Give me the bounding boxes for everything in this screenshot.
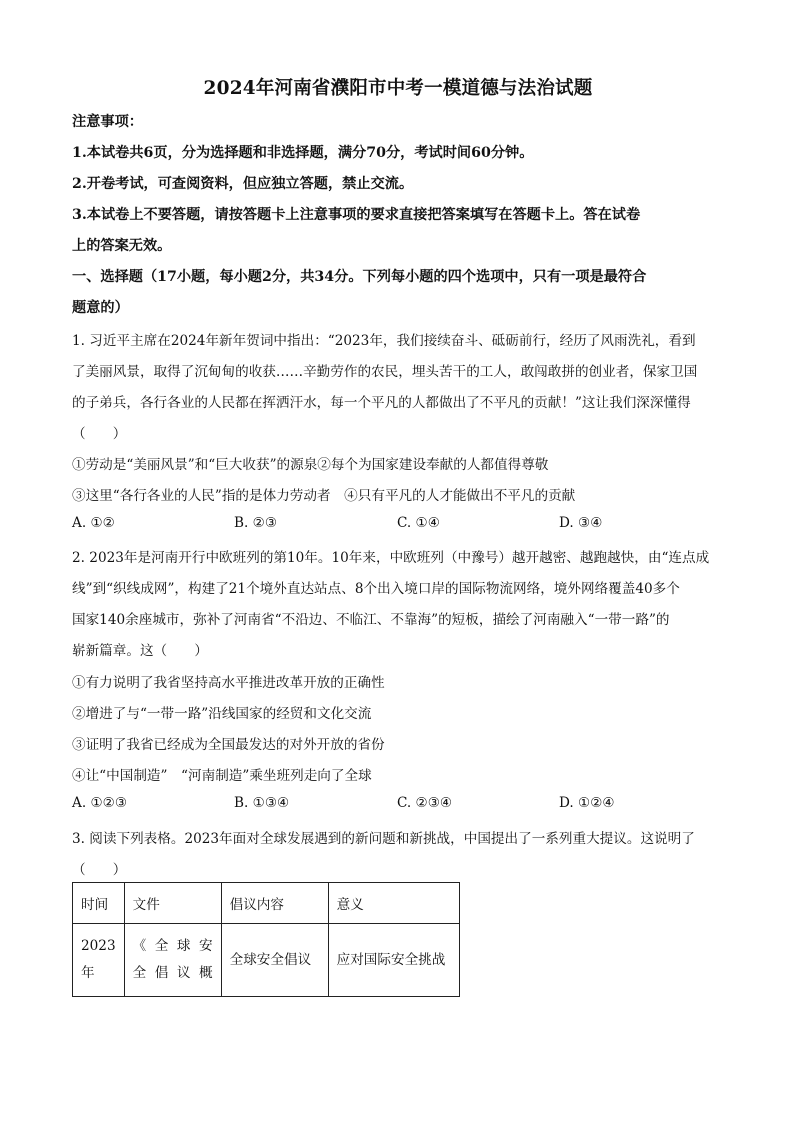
time-line-2: 年 — [81, 965, 95, 981]
section-heading: 一、选择题（17小题，每小题2分，共34分。下列每小题的四个选项中，只有一项是最符合 — [72, 269, 647, 285]
q1-option-a[interactable]: A. ①② — [72, 515, 115, 531]
q1-stem-line-3: 的子弟兵，各行各业的人民都在挥洒汗水，每一个平凡的人都做出了不平凡的贡献！”这让我们深深懂得 — [72, 395, 691, 411]
notice-item-2: 2.开卷考试，可查阅资料，但应独立答题，禁止交流。 — [72, 176, 414, 192]
q1-option-b[interactable]: B. ②③ — [234, 515, 278, 531]
q1-stem-line-2: 了美丽风景，取得了沉甸甸的收获……辛勤劳作的农民，埋头苦干的工人，敢闯敢拼的创业者，保家卫国 — [72, 364, 698, 380]
notice-item-3: 3.本试卷上不要答题，请按答题卡上注意事项的要求直接把答案填写在答题卡上。答在试卷 — [72, 207, 641, 223]
q1-statements-2: ③这里“各行各业的人民”指的是体力劳动者 ④只有平凡的人才能做出不平凡的贡献 — [72, 488, 576, 504]
table-cell-content: 全球安全倡议 — [221, 924, 328, 997]
q2-stem-line-1: 2. 2023年是河南开行中欧班列的第10年。10年来，中欧班列（中豫号）越开越密、越跑越快，由“连点成 — [72, 550, 710, 566]
q2-statement-2: ②增进了与“一带一路”沿线国家的经贸和文化交流 — [72, 706, 372, 722]
q2-statement-1: ①有力说明了我省坚持高水平推进改革开放的正确性 — [72, 675, 385, 691]
table-cell-document — [124, 924, 221, 997]
q3-stem-line-1: 3. 阅读下列表格。2023年面对全球发展遇到的新问题和新挑战，中国提出了一系列重大提议。这说明了 — [72, 831, 695, 847]
document-line-2: 全倡议概 — [132, 965, 213, 981]
q1-option-c[interactable]: C. ①④ — [397, 515, 440, 531]
q1-answer-paren: （ ） — [72, 426, 127, 442]
q2-statement-4: ④让“中国制造” “河南制造”乘坐班列走向了全球 — [72, 768, 372, 784]
q1-stem-line-1: 1. 习近平主席在2024年新年贺词中指出：“2023年，我们接续奋斗、砥砺前行，经历了风雨洗礼，看到 — [72, 333, 696, 349]
table-header-content: 倡议内容 — [221, 883, 328, 924]
notice-heading: 注意事项： — [72, 114, 143, 130]
q1-option-d[interactable]: D. ③④ — [559, 515, 603, 531]
page-title: 2024年河南省濮阳市中考一模道德与法治试题 — [203, 78, 593, 99]
table-row — [73, 924, 460, 997]
q2-statement-3: ③证明了我省已经成为全国最发达的对外开放的省份 — [72, 737, 385, 753]
q2-stem-line-4: 崭新篇章。这（ ） — [72, 643, 208, 659]
table-header-meaning: 意义 — [328, 883, 459, 924]
document-line-1: 《全球安 — [132, 938, 213, 954]
table-header-time: 时间 — [73, 883, 125, 924]
initiatives-table — [72, 882, 460, 997]
table-header-row — [73, 883, 460, 924]
q3-answer-paren: （ ） — [72, 862, 127, 878]
q2-option-b[interactable]: B. ①③④ — [234, 795, 290, 811]
table-header-document: 文件 — [124, 883, 221, 924]
q2-stem-line-3: 国家140余座城市，弥补了河南省“不沿边、不临江、不靠海”的短板，描绘了河南融入“一带一路”的 — [72, 612, 670, 628]
q2-option-c[interactable]: C. ②③④ — [397, 795, 453, 811]
notice-item-1: 1.本试卷共6页，分为选择题和非选择题，满分70分，考试时间60分钟。 — [72, 145, 534, 161]
section-heading-cont: 题意的） — [72, 300, 129, 316]
q2-option-a[interactable]: A. ①②③ — [72, 795, 128, 811]
notice-item-3-cont: 上的答案无效。 — [72, 238, 172, 254]
q1-statements-1: ①劳动是“美丽风景”和“巨大收获”的源泉②每个为国家建设奉献的人都值得尊敬 — [72, 457, 549, 473]
table-cell-meaning: 应对国际安全挑战 — [328, 924, 459, 997]
time-line-1: 2023 — [81, 938, 116, 954]
q2-option-d[interactable]: D. ①②④ — [559, 795, 615, 811]
table-cell-time — [73, 924, 125, 997]
q2-stem-line-2: 线”到“织线成网”，构建了21个境外直达站点、8个出入境口岸的国际物流网络，境外网络覆盖40多个 — [72, 581, 680, 597]
